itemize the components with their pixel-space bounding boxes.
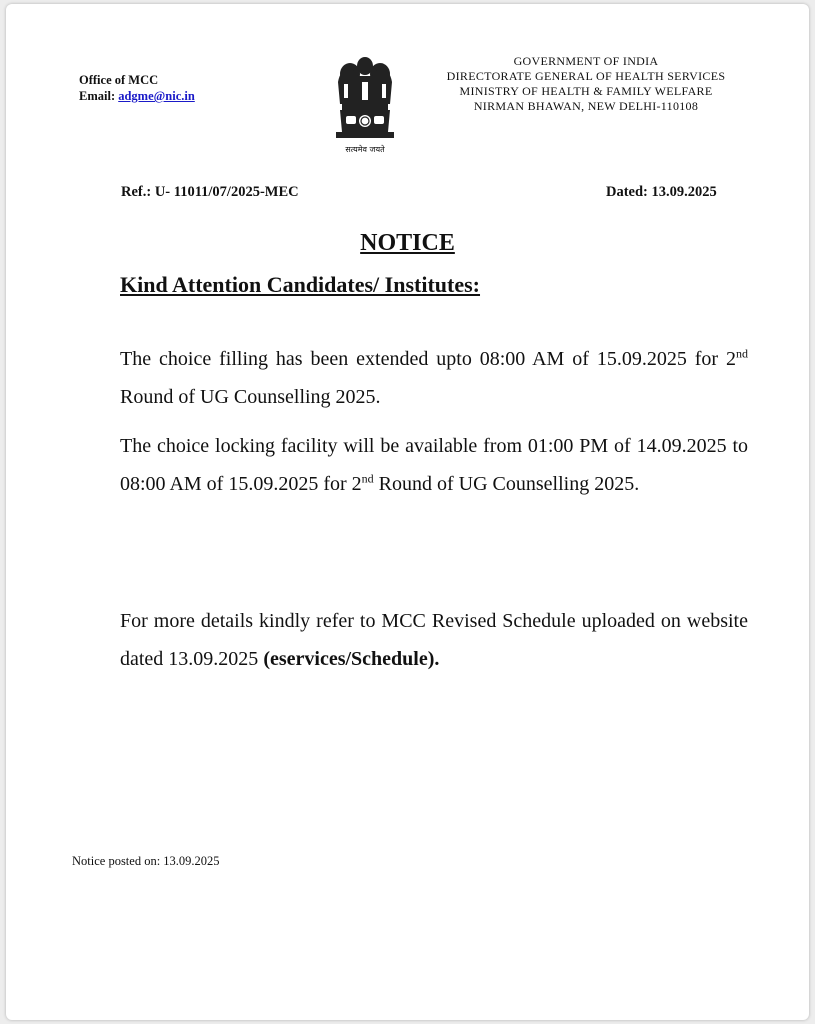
para-text: Round of UG Counselling 2025. bbox=[373, 473, 640, 495]
para-text: The choice filling has been extended upto 08:00 AM of 15.09.2025 for 2 bbox=[120, 348, 736, 370]
office-name: Office of MCC bbox=[79, 73, 159, 87]
notice-posted-date: Notice posted on: 13.09.2025 bbox=[72, 854, 220, 868]
office-block bbox=[79, 72, 195, 104]
notice-page bbox=[6, 4, 809, 1020]
dated: Dated: 13.09.2025 bbox=[606, 184, 717, 200]
para-text: Round of UG Counselling 2025. bbox=[120, 386, 381, 408]
national-emblem bbox=[328, 52, 402, 160]
schedule-reference: (eservices/Schedule). bbox=[263, 648, 440, 670]
para-text: For more details kindly refer to MCC Revised Schedule uploaded on website dated 13.09.2025 bbox=[120, 610, 748, 670]
gov-line: MINISTRY OF HEALTH & FAMILY WELFARE bbox=[459, 84, 713, 98]
government-header bbox=[426, 54, 746, 114]
gov-line: GOVERNMENT OF INDIA bbox=[513, 54, 659, 68]
paragraph-choice-filling bbox=[120, 340, 748, 416]
superscript: nd bbox=[361, 471, 374, 486]
emblem-icon bbox=[328, 52, 402, 144]
email-link[interactable]: adgme@nic.in bbox=[118, 89, 195, 103]
attention-heading: Kind Attention Candidates/ Institutes: bbox=[120, 272, 481, 297]
paragraph-choice-locking bbox=[120, 427, 748, 503]
notice-title: NOTICE bbox=[360, 230, 455, 256]
reference-number: Ref.: U- 11011/07/2025-MEC bbox=[121, 184, 299, 200]
paragraph-more-details bbox=[120, 602, 748, 678]
superscript: nd bbox=[736, 346, 748, 361]
gov-line: DIRECTORATE GENERAL OF HEALTH SERVICES bbox=[446, 69, 726, 83]
email-label: Email: bbox=[79, 89, 116, 103]
gov-line: NIRMAN BHAWAN, NEW DELHI-110108 bbox=[473, 99, 699, 113]
para-text: The choice locking facility will be available from 01:00 PM of 14.09.2025 to 08:00 AM of 15.09.2025 for 2 bbox=[120, 435, 748, 495]
emblem-motto: सत्यमेव जयते bbox=[345, 145, 385, 154]
email-line bbox=[79, 88, 195, 104]
